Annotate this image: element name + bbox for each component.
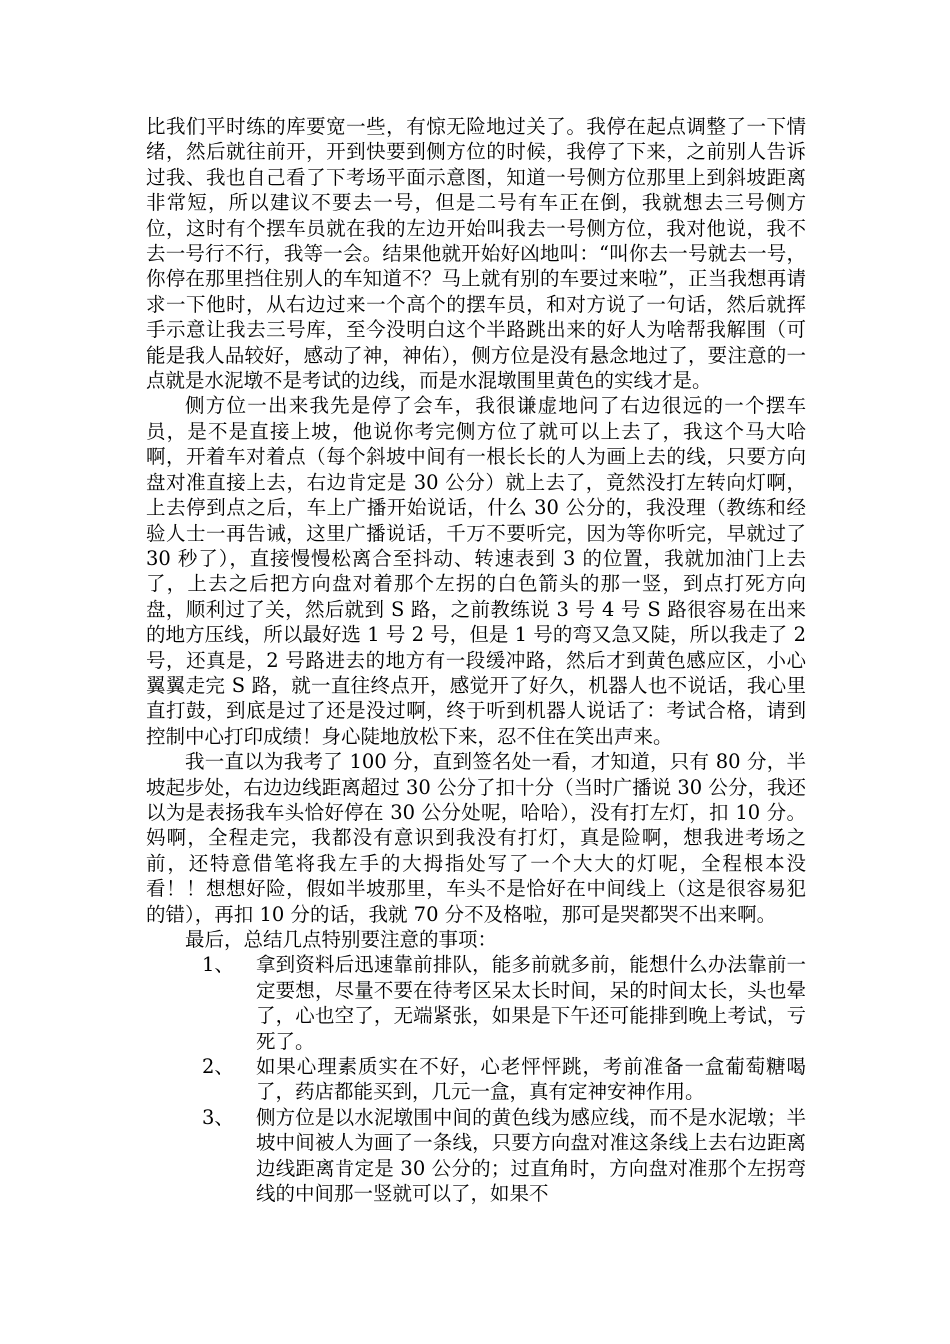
list-item-1 xyxy=(146,952,806,1054)
list-item-3 xyxy=(146,1105,806,1207)
list-number: 2、 xyxy=(202,1055,234,1079)
list-intro: 最后，总结几点特别要注意的事项： xyxy=(185,928,498,951)
document-page xyxy=(146,114,806,1206)
list-item-2 xyxy=(146,1054,806,1105)
paragraph-3: 我一直以为我考了 100 分，直到签名处一看，才知道，只有 80 分，半坡起步处，右边边线距离超过 30 公分了扣十分（当时广播说 30 公分，我还以为是表扬我车头恰好停在 30 公分处呢，哈哈），没有打左灯，扣 10 分。妈啊，全程走完，我都没有意识到我没有打灯，真是险啊，想我进考场之前，还特意借笔将我左手的大拇指处写了一个大大的灯呢，全程根本没看！！想想好险，假如半坡那里，车头不是恰好在中间线上（这是很容易犯的错），再扣 10 分的话，我就 70 分不及格啦，那可是哭都哭不出来啊。 xyxy=(146,750,806,926)
list-number: 1、 xyxy=(202,953,234,977)
list-text: 侧方位是以水泥墩围中间的黄色线为感应线，而不是水泥墩；半坡中间被人为画了一条线，只要方向盘对准这条线上去右边距离边线距离肯定是 30 公分的；过直角时，方向盘对准那个左拐弯线的中间那一竖就可以了，如果不 xyxy=(256,1105,806,1206)
list-text: 如果心理素质实在不好，心老怦怦跳，考前准备一盒葡萄糖喝了，药店都能买到，几元一盒，真有定神安神作用。 xyxy=(256,1055,806,1104)
list-text: 拿到资料后迅速靠前排队，能多前就多前，能想什么办法靠前一定要想，尽量不要在待考区呆太长时间，呆的时间太长，头也晕了，心也空了，无端紧张，如果是下午还可能排到晚上考试，亏死了。 xyxy=(256,953,806,1053)
paragraph-2: 侧方位一出来我先是停了会车，我很谦虚地问了右边很远的一个摆车员，是不是直接上坡，他说你考完侧方位了就可以上去了，我这个马大哈啊，开着车对着点（每个斜坡中间有一根长长的人为画上去的线，只要方向盘对准直接上去，右边肯定是 30 公分）就上去了，竟然没打左转向灯啊，上去停到点之后，车上广播开始说话，什么 30 公分的，我没理（教练和经验人士一再告诫，这里广播说话，千万不要听完，因为等你听完，早就过了 30 秒了），直接慢慢松离合至抖动、转速表到 3 的位置，我就加油门上去了，上去之后把方向盘对着那个左拐的白色箭头的那一竖，到点打死方向盘，顺利过了关，然后就到 S 路，之前教练说 3 号 4 号 S 路很容易在出来的地方压线，所以最好选 1 号 2 号，但是 1 号的弯又急又陡，所以我走了 2 号，还真是，2 号路进去的地方有一段缓冲路，然后才到黄色感应区，小心翼翼走完 S 路，就一直往终点开，感觉开了好久，机器人也不说话，我心里直打鼓，到底是过了还是没过啊，终于听到机器人说话了：考试合格，请到控制中心打印成绩！身心陡地放松下来，忍不住在笑出声来。 xyxy=(146,394,806,748)
list-number: 3、 xyxy=(202,1105,234,1129)
paragraph-1: 比我们平时练的库要宽一些，有惊无险地过关了。我停在起点调整了一下情绪，然后就往前开，开到快要到侧方位的时候，我停了下来，之前别人告诉过我、我也自己看了下考场平面示意图，知道一号侧方位那里上到斜坡距离非常短，所以建议不要去一号，但是二号有车正在倒，我就想去三号侧方位，这时有个摆车员就在我的左边开始叫我去一号侧方位，我对他说，我不去一号行不行，我等一会。结果他就开始好凶地叫：“叫你去一号就去一号，你停在那里挡住别人的车知道不？马上就有别的车要过来啦”，正当我想再请求一下他时，从右边过来一个高个的摆车员，和对方说了一句话，然后就挥手示意让我去三号库，至今没明白这个半路跳出来的好人为啥帮我解围（可能是我人品较好，感动了神，神佑），侧方位是没有悬念地过了，要注意的一点就是水泥墩不是考试的边线，而是水混墩围里黄色的实线才是。 xyxy=(146,115,806,393)
